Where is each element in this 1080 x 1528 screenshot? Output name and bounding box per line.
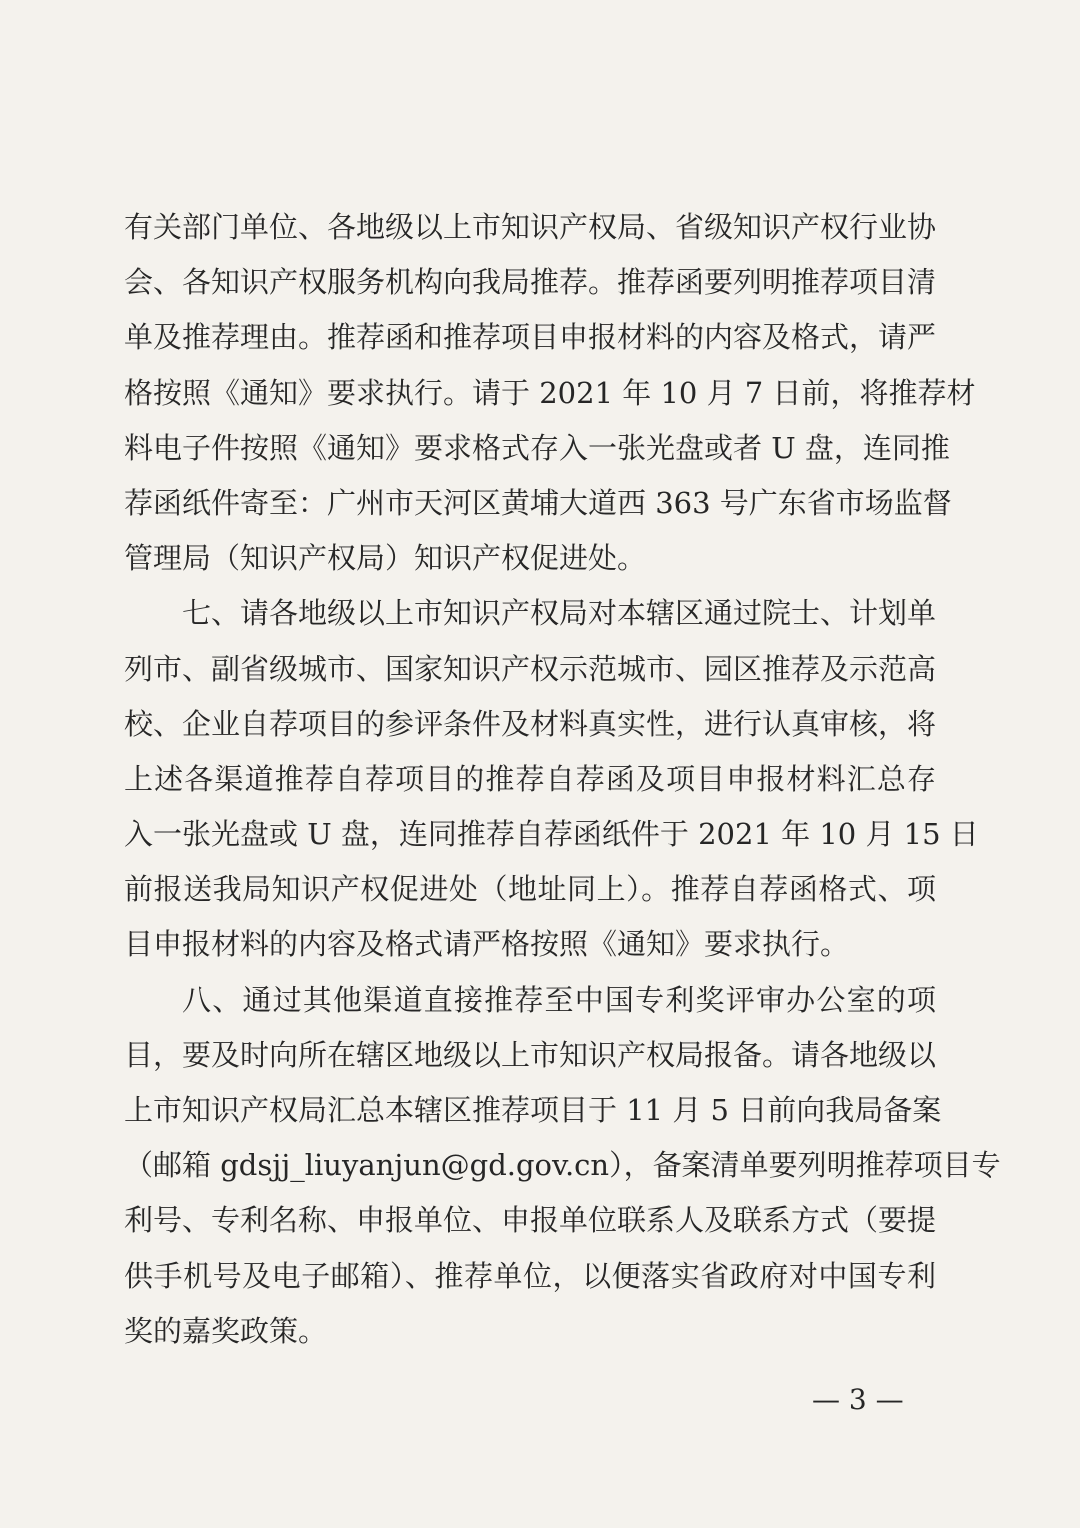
text-line: 奖的嘉奖政策。 (124, 1313, 328, 1348)
document-body (124, 200, 1001, 1359)
text-line: 上述各渠道推荐自荐项目的推荐自荐函及项目申报材料汇总存 (124, 761, 936, 796)
text-line: 校、企业自荐项目的参评条件及材料真实性，进行认真审核，将 (124, 706, 937, 741)
text-line: 七、请各地级以上市知识产权局对本辖区通过院士、计划单 (182, 596, 937, 631)
paragraph-section-7 (124, 586, 979, 972)
page-number: — 3 — (812, 1383, 904, 1416)
text-line: 八、通过其他渠道直接推荐至中国专利奖评审办公室的项 (182, 982, 936, 1017)
text-line: 料电子件按照《通知》要求格式存入一张光盘或者 U 盘，连同推 (124, 430, 950, 465)
text-line: 格按照《通知》要求执行。请于 2021 年 10 月 7 日前，将推荐材 (124, 375, 976, 410)
text-line: 上市知识产权局汇总本辖区推荐项目于 11 月 5 日前向我局备案 (124, 1093, 942, 1127)
text-line: 会、各知识产权服务机构向我局推荐。推荐函要列明推荐项目清 (124, 265, 937, 300)
text-line: 目，要及时向所在辖区地级以上市知识产权局报备。请各地级以 (124, 1037, 937, 1072)
text-line: 前报送我局知识产权促进处（地址同上）。推荐自荐函格式、项 (124, 872, 936, 907)
text-line: 入一张光盘或 U 盘，连同推荐自荐函纸件于 2021 年 10 月 15 日 (124, 817, 979, 852)
paragraph-section-8 (124, 973, 1001, 1359)
text-line: 管理局（知识产权局）知识产权促进处。 (124, 541, 647, 576)
text-line: 单及推荐理由。推荐函和推荐项目申报材料的内容及格式，请严 (124, 320, 937, 355)
text-line: 利号、专利名称、申报单位、申报单位联系人及联系方式（要提 (124, 1203, 937, 1238)
text-line: 目申报材料的内容及格式请严格按照《通知》要求执行。 (124, 927, 850, 962)
text-line: （邮箱 gdsjj_liuyanjun@gd.gov.cn），备案清单要列明推荐项目专 (124, 1148, 1001, 1183)
text-line: 列市、副省级城市、国家知识产权示范城市、园区推荐及示范高 (124, 651, 937, 686)
text-line: 荐函纸件寄至：广州市天河区黄埔大道西 363 号广东省市场监督 (124, 485, 952, 520)
text-line: 有关部门单位、各地级以上市知识产权局、省级知识产权行业协 (124, 210, 937, 244)
paragraph-continuation (124, 200, 976, 586)
text-line: 供手机号及电子邮箱）、推荐单位，以便落实省政府对中国专利 (124, 1258, 936, 1293)
